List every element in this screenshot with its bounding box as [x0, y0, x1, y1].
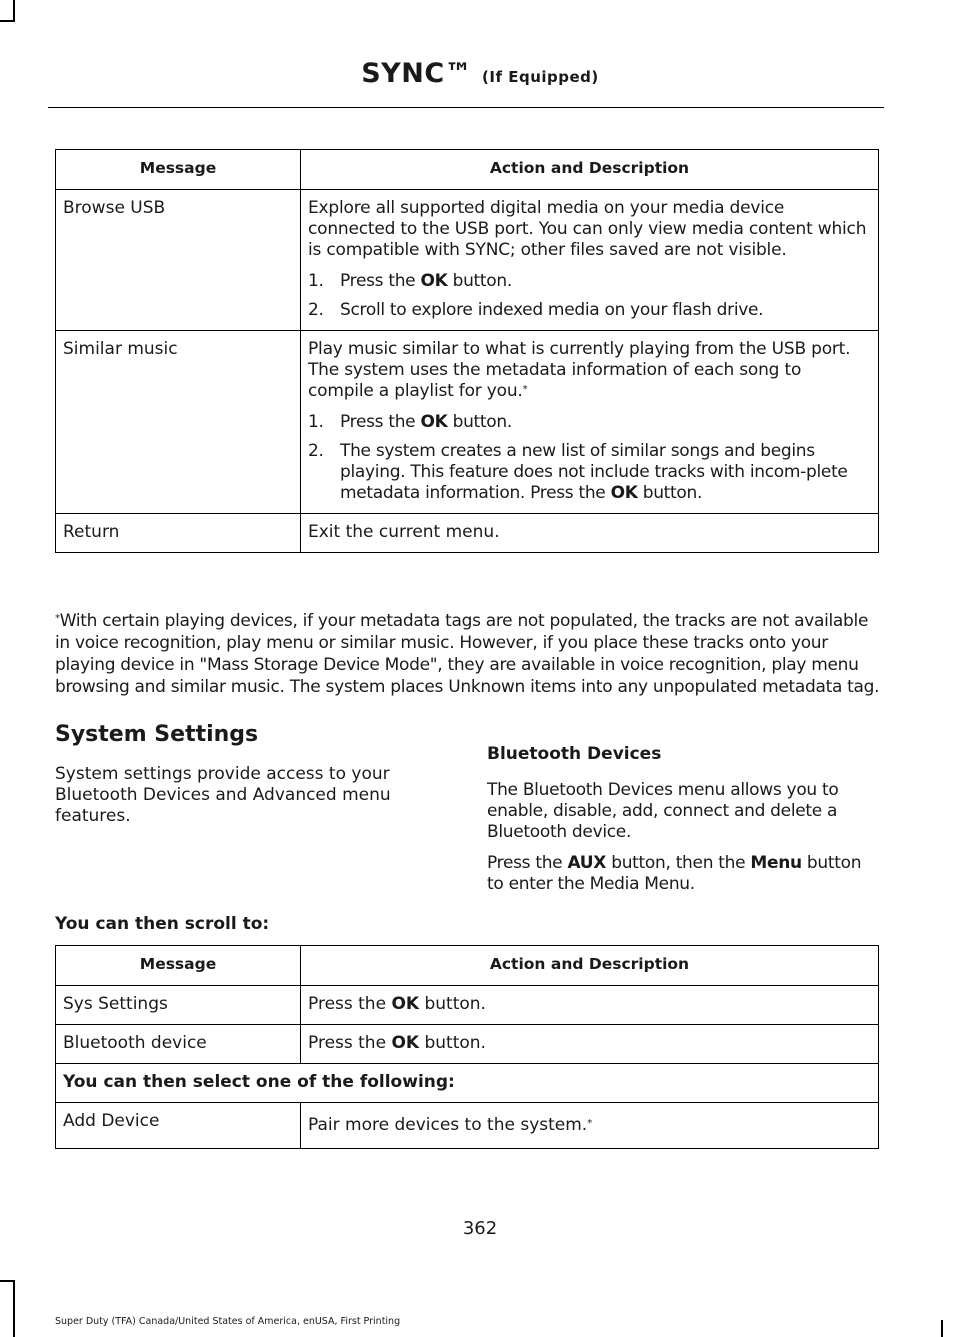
- step-text: button.: [447, 271, 512, 291]
- row-message: Sys Settings: [56, 986, 301, 1025]
- description-body: Play music similar to what is currently playing from the USB port. The system uses the metadata information of each song to compile a playlist for you.: [308, 339, 851, 401]
- footnote-mark: *: [587, 1118, 593, 1129]
- row-message: Return: [56, 514, 301, 553]
- step-item: [308, 441, 871, 504]
- step-text: button.: [637, 483, 703, 503]
- step-number: 1.: [308, 412, 324, 432]
- row-message: Bluetooth device: [56, 1025, 301, 1064]
- table-row: [56, 1103, 879, 1149]
- description-text: Press the: [308, 1033, 392, 1053]
- step-text: button.: [447, 412, 512, 432]
- step-number: 2.: [308, 300, 324, 320]
- button-name: OK: [391, 1033, 420, 1053]
- crop-mark-bottom-left-h: [0, 1280, 15, 1282]
- step-item: [308, 271, 871, 292]
- crop-mark-bottom-right-v: [941, 1320, 943, 1337]
- media-menu-table: [55, 149, 879, 553]
- row-message: Browse USB: [56, 190, 301, 331]
- column-header-action: Action and Description: [301, 150, 879, 190]
- page-number: 362: [462, 1218, 498, 1239]
- step-item: [308, 412, 871, 433]
- step-number: 2.: [308, 441, 324, 461]
- step-number: 1.: [308, 271, 324, 291]
- table-row: [56, 1025, 879, 1064]
- system-settings-text: System settings provide access to your Bluetooth Devices and Advanced menu features.: [55, 764, 391, 826]
- step-list: [308, 271, 871, 321]
- instruction-text: button, then the: [606, 853, 751, 873]
- section-heading-system-settings: System Settings: [55, 722, 259, 747]
- description-text: button.: [419, 994, 486, 1014]
- row-message: Similar music: [56, 331, 301, 514]
- step-text: The system creates a new list of similar songs and begins playing. This feature does not include tracks with incom-plete metadata information. Press the: [340, 441, 848, 503]
- step-item: [308, 300, 871, 321]
- table-row: [56, 331, 879, 514]
- column-header-action: Action and Description: [301, 946, 879, 986]
- system-settings-table: [55, 945, 879, 1149]
- column-header-message: Message: [56, 946, 301, 986]
- table-row: [56, 514, 879, 553]
- footnote-mark: *: [55, 613, 60, 624]
- column-header-message: Message: [56, 150, 301, 190]
- bluetooth-instructions: [487, 853, 882, 895]
- crop-mark-top-left-v: [13, 0, 15, 20]
- row-description: [301, 1103, 879, 1149]
- table-span-row: [56, 1064, 879, 1103]
- step-text: Press the: [340, 271, 421, 291]
- table-header-row: [56, 150, 879, 190]
- button-name: Menu: [750, 853, 802, 873]
- row-description: [301, 986, 879, 1025]
- table-header-row: [56, 946, 879, 986]
- step-text: Press the: [340, 412, 421, 432]
- description-text: Press the: [308, 994, 392, 1014]
- instruction-text: Press the: [487, 853, 568, 873]
- scroll-label: You can then scroll to:: [55, 914, 270, 934]
- step-text: Scroll to explore indexed media on your flash drive.: [340, 300, 764, 320]
- button-name: AUX: [567, 853, 607, 873]
- page-footer: Super Duty (TFA) Canada/United States of America, enUSA, First Printing: [55, 1316, 401, 1327]
- bluetooth-text: The Bluetooth Devices menu allows you to enable, disable, add, connect and delete a Bluetooth device.: [487, 780, 839, 842]
- row-description: Exit the current menu.: [301, 514, 879, 553]
- description-text: Pair more devices to the system.: [308, 1115, 588, 1135]
- header-title: SYNC™: [361, 58, 473, 89]
- button-name: OK: [420, 412, 448, 432]
- row-description: [301, 190, 879, 331]
- table-row: [56, 190, 879, 331]
- crop-mark-bottom-left-v: [13, 1280, 15, 1337]
- footnote-mark: *: [522, 384, 528, 395]
- span-row-label: You can then select one of the following:: [56, 1064, 879, 1103]
- step-list: [308, 412, 871, 504]
- description-text: Explore all supported digital media on your media device connected to the USB port. You can only view media content which is compatible with SYNC; other files saved are not visible.: [308, 198, 867, 260]
- row-description: [301, 331, 879, 514]
- footnote: [55, 610, 885, 698]
- header-rule: [48, 107, 884, 108]
- button-name: OK: [420, 271, 448, 291]
- button-name: OK: [610, 483, 638, 503]
- button-name: OK: [391, 994, 420, 1014]
- row-message: Add Device: [56, 1103, 301, 1149]
- instruction-text: button to enter the Media Menu.: [487, 853, 862, 894]
- description-text: button.: [419, 1033, 486, 1053]
- page-header: [0, 58, 960, 89]
- header-subtitle: (If Equipped): [482, 68, 599, 86]
- description-text: [308, 339, 871, 402]
- row-description: [301, 1025, 879, 1064]
- crop-mark-top-left-h: [0, 20, 15, 22]
- footnote-text: With certain playing devices, if your metadata tags are not populated, the tracks are not available in voice recognition, play menu or similar music. However, if you place these tracks onto your playing device in "Mass Storage Device Mode", they are available in voice recognition, play menu browsing and similar music. The system places Unknown items into any unpopulated metadata tag.: [55, 611, 880, 697]
- table-row: [56, 986, 879, 1025]
- section-heading-bluetooth: Bluetooth Devices: [487, 744, 662, 764]
